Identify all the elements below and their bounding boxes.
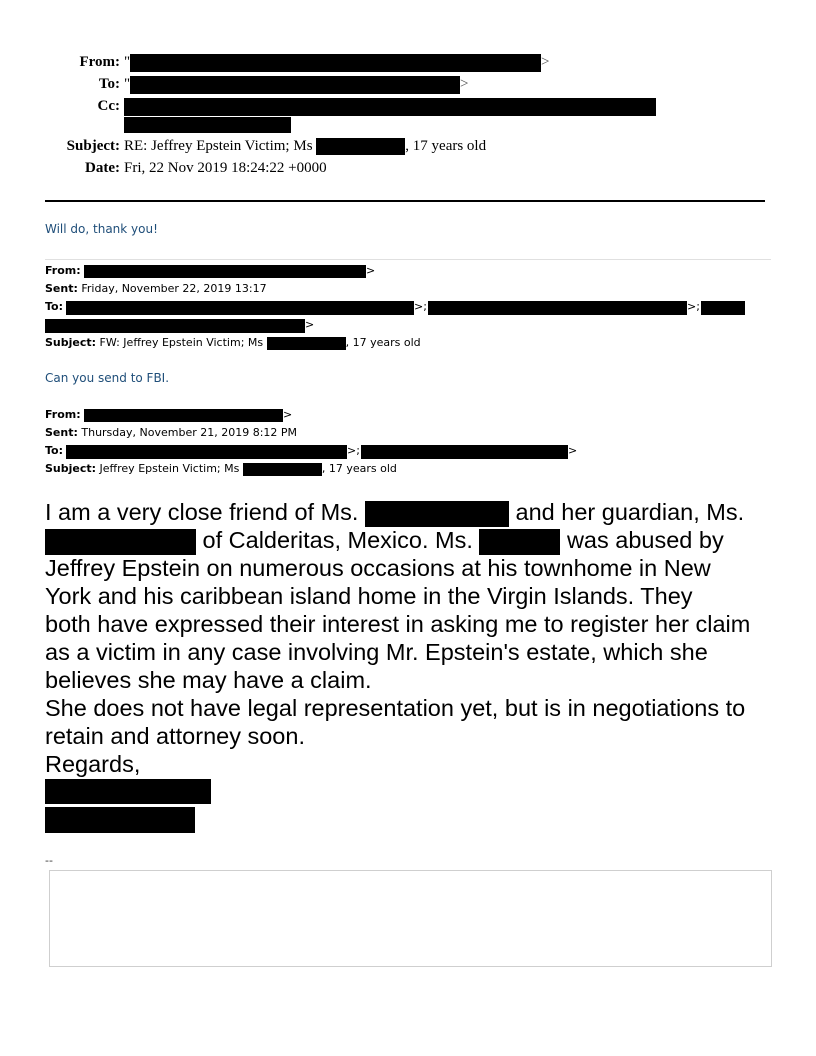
fw2-from: From:	[45, 408, 81, 421]
from-label: From:	[79, 54, 120, 70]
fw2-to: To:	[45, 444, 63, 457]
subject-prefix: RE: Jeffrey Epstein Victim; Ms	[124, 138, 313, 154]
from-gt: >	[541, 54, 550, 70]
fw2-to-sep: >;	[347, 444, 360, 457]
redaction-body-name-3	[479, 529, 560, 555]
message-line-1: I am a very close friend of Ms. and her guardian, Ms.	[45, 499, 745, 525]
redaction-fw1-subject-name	[267, 337, 346, 350]
redaction-body-name-1	[365, 501, 509, 527]
redaction-fw1-to-1	[66, 301, 414, 315]
message-line-7: believes she may have a claim.	[45, 667, 372, 693]
message-line-5: both have expressed their interest in asking me to register her claim	[45, 611, 751, 637]
from-quote: "	[124, 54, 131, 70]
redaction-fw2-to-1	[66, 445, 347, 459]
fw1-from: From:	[45, 264, 81, 277]
fw1-from-gt: >	[366, 264, 376, 277]
message-line-9: retain and attorney soon.	[45, 723, 305, 749]
fw2-from-gt: >	[283, 408, 293, 421]
redaction-fw1-to-4	[45, 319, 305, 333]
fw1-sent: Sent: Friday, November 22, 2019 13:17	[45, 282, 267, 295]
cc-label: Cc:	[97, 98, 120, 114]
fw2-to-gt: >	[568, 444, 578, 457]
redaction-to	[130, 76, 460, 94]
to-gt: >	[460, 76, 469, 92]
message-line-6: as a victim in any case involving Mr. Epstein's estate, which she	[45, 639, 708, 665]
subject-suffix: , 17 years old	[405, 138, 487, 154]
redaction-fw1-to-2	[428, 301, 687, 315]
redaction-fw1-to-3	[701, 301, 745, 315]
to-quote: "	[124, 76, 131, 92]
message-line-2: of Calderitas, Mexico. Ms. was abused by	[45, 526, 724, 555]
subject-value	[124, 138, 486, 155]
date-value: Fri, 22 Nov 2019 18:24:22 +0000	[124, 160, 327, 176]
date-label: Date:	[85, 160, 120, 176]
redaction-fw2-subject-name	[243, 463, 322, 476]
reply-text: Will do, thank you!	[45, 222, 158, 236]
fw1-to-sep-2: >;	[687, 300, 700, 313]
redaction-cc-2	[124, 117, 291, 133]
redaction-fw2-from	[84, 409, 283, 422]
redaction-signature-2	[45, 807, 195, 833]
redaction-body-name-2	[45, 529, 196, 555]
subject-label: Subject:	[66, 138, 120, 154]
fw2-subject: Subject: Jeffrey Epstein Victim; Ms , 17 years old	[45, 462, 397, 475]
fw2-sent: Sent: Thursday, November 21, 2019 8:12 PM	[45, 426, 298, 439]
to-label: To:	[98, 76, 120, 92]
header-divider	[45, 200, 765, 202]
redaction-from	[130, 54, 541, 72]
signature-box	[49, 870, 772, 967]
redaction-fw1-from	[84, 265, 366, 278]
quoted-divider	[45, 259, 771, 260]
message-line-4: York and his caribbean island home in the Virgin Islands. They	[45, 583, 693, 609]
message-line-3: Jeffrey Epstein on numerous occasions at his townhome in New	[45, 555, 711, 581]
fw1-to-gt: >	[305, 318, 315, 331]
fw1-subject: Subject: FW: Jeffrey Epstein Victim; Ms , 17 years old	[45, 336, 421, 349]
fw1-body: Can you send to FBI.	[45, 371, 170, 385]
redaction-signature-1	[45, 779, 211, 804]
signature-separator: --	[45, 854, 53, 867]
fw1-to-sep-1: >;	[414, 300, 427, 313]
redaction-cc-1	[124, 98, 656, 116]
message-line-8: She does not have legal representation yet, but is in negotiations to	[45, 695, 746, 721]
redaction-subject-name	[316, 138, 405, 155]
fw1-to: To:	[45, 300, 63, 313]
message-line-10: Regards,	[45, 751, 141, 777]
redaction-fw2-to-2	[361, 445, 568, 459]
